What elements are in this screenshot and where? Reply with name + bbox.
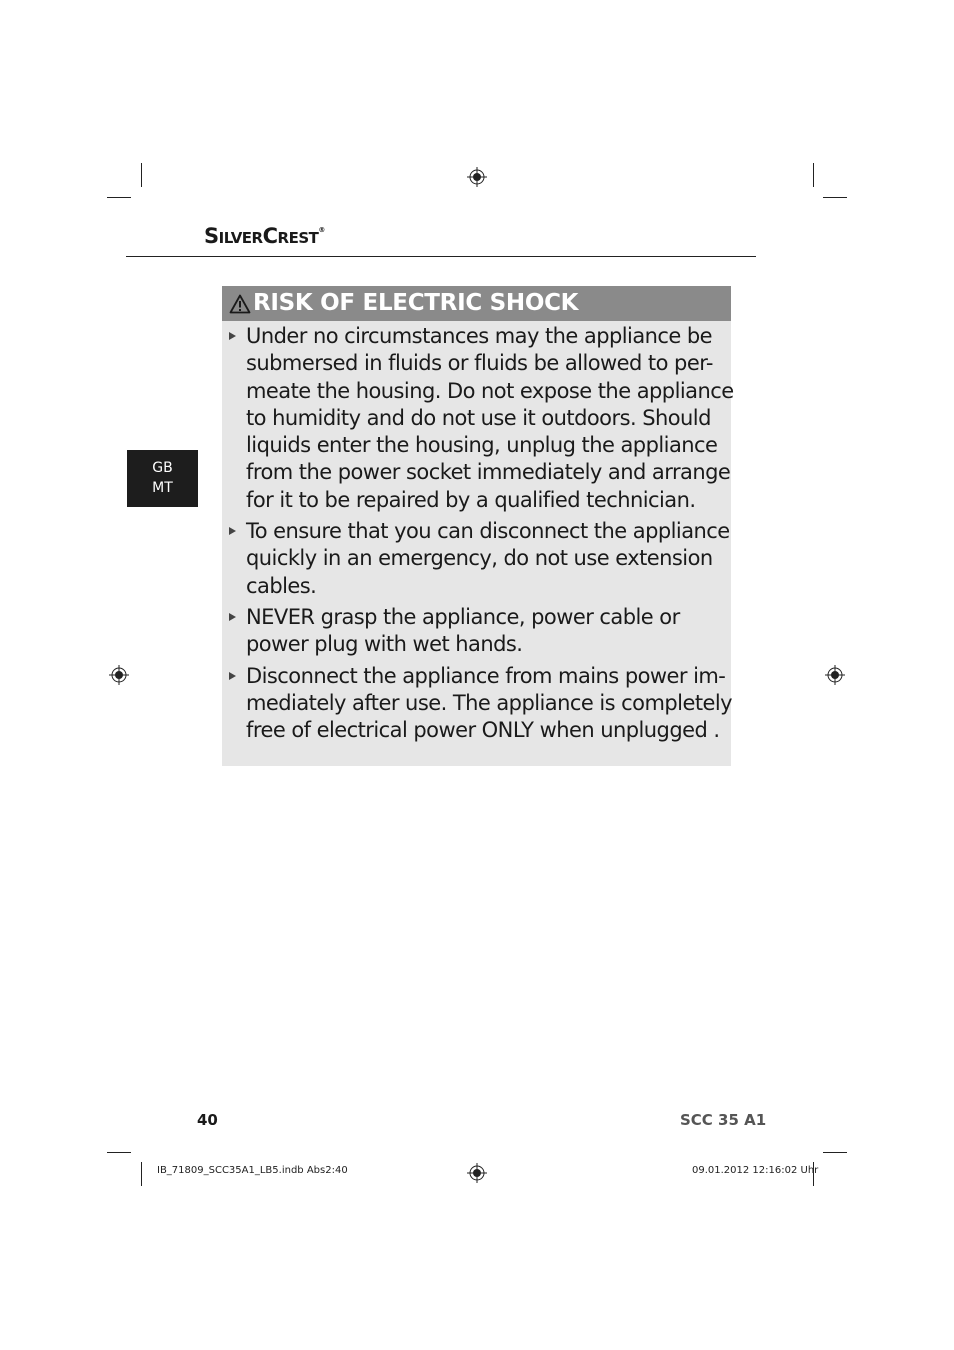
print-timestamp: 09.01.2012 12:16:02 Uhr (692, 1165, 819, 1176)
text-line: submersed in fluids or fluids be allowed to per- (246, 351, 713, 376)
crop-mark (141, 163, 142, 187)
crop-mark (823, 1152, 847, 1153)
registration-mark-icon (467, 1163, 487, 1183)
crop-mark (813, 163, 814, 187)
text-line: liquids enter the housing, unplug the appliance (246, 433, 718, 458)
header-rule (126, 256, 756, 257)
bullet-arrow-icon (229, 527, 236, 535)
brand-logo (204, 224, 325, 248)
registration-mark-icon (825, 665, 845, 685)
text-line: for it to be repaired by a qualified technician. (246, 487, 696, 512)
brand-name: SilverCrest (204, 224, 319, 248)
language-code: GB (152, 460, 173, 476)
bullet-arrow-icon (229, 332, 236, 340)
text-line: to humidity and do not use it outdoors. Should (246, 405, 711, 430)
warning-heading (222, 286, 731, 321)
text-line: meate the housing. Do not expose the appliance (246, 378, 734, 403)
language-code: MT (152, 480, 173, 496)
text-line: from the power socket immediately and arrange (246, 460, 731, 485)
crop-mark (107, 1152, 131, 1153)
warning-list (222, 323, 734, 748)
warning-triangle-icon (229, 294, 251, 314)
list-item (222, 663, 731, 745)
file-slug: IB_71809_SCC35A1_LB5.indb Abs2:40 (157, 1165, 348, 1176)
text-line: NEVER grasp the appliance, power cable or (246, 604, 680, 629)
warning-title: RISK OF ELECTRIC SHOCK (253, 290, 579, 316)
registered-mark: ® (318, 226, 325, 234)
text-line: free of electrical power ONLY when unplugged . (246, 718, 720, 743)
text-line: To ensure that you can disconnect the appliance (246, 519, 730, 544)
list-item (222, 323, 734, 514)
text-line: mediately after use. The appliance is completely (246, 690, 733, 715)
bullet-arrow-icon (229, 613, 236, 621)
registration-mark-icon (467, 167, 487, 187)
text-line: quickly in an emergency, do not use extension (246, 546, 713, 571)
page-number: 40 (197, 1111, 218, 1129)
crop-mark (823, 197, 847, 198)
text-line: power plug with wet hands. (246, 632, 523, 657)
crop-mark (141, 1162, 142, 1186)
warning-box (222, 286, 734, 766)
model-number: SCC 35 A1 (680, 1111, 767, 1129)
registration-mark-icon (109, 665, 129, 685)
language-tab (127, 450, 198, 507)
text-line: Under no circumstances may the appliance be (246, 324, 713, 348)
list-item (222, 518, 731, 600)
text-line: cables. (246, 573, 317, 598)
text-line: Disconnect the appliance from mains power im- (246, 663, 726, 688)
crop-mark (107, 197, 131, 198)
list-item (222, 604, 731, 659)
bullet-arrow-icon (229, 672, 236, 680)
